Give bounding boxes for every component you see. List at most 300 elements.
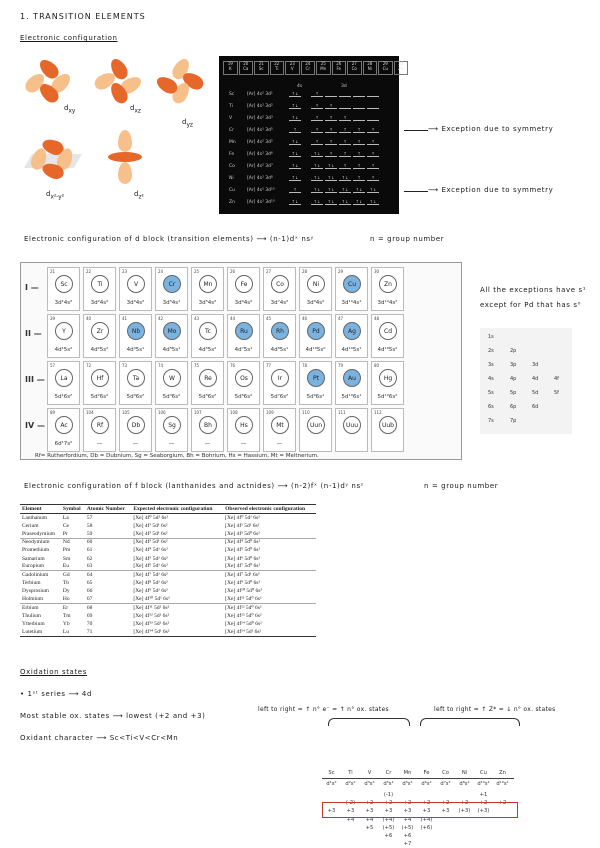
element-config: 5d⁷6s² bbox=[270, 394, 289, 400]
f-table-cell: [Xe] 4f⁷ 5d⁰ 6s² bbox=[225, 563, 261, 570]
element-symbol: Sg bbox=[163, 416, 181, 434]
element-config: — bbox=[240, 441, 247, 447]
config-text: [Ar] 4s² 3d⁵ bbox=[247, 140, 273, 145]
page-title: 1. TRANSITION ELEMENTS bbox=[20, 12, 146, 21]
d-block-periodic-table bbox=[20, 262, 462, 460]
element-config: 4d¹⁰5s⁰ bbox=[305, 347, 326, 353]
orbital-sub: xy bbox=[68, 108, 76, 115]
element-cell bbox=[299, 408, 332, 452]
atomic-number: 57 bbox=[50, 363, 56, 368]
orbital-level: 5d bbox=[532, 390, 539, 396]
f-table-cell: Thulium bbox=[22, 612, 41, 619]
ox-state-row bbox=[322, 841, 512, 847]
ox-cell: (+4) bbox=[382, 816, 395, 823]
ox-cell: +7 bbox=[403, 841, 412, 848]
f-table-cell: Ytterbium bbox=[22, 621, 45, 628]
ox-cell: (-2) bbox=[345, 800, 356, 807]
element-config: — bbox=[132, 441, 139, 447]
atomic-number: 76 bbox=[230, 363, 236, 368]
ox-cell bbox=[493, 825, 512, 831]
element-symbol: Mn bbox=[320, 65, 327, 71]
orbital-3d-box: ↑ bbox=[367, 176, 379, 181]
element-symbol: Zr bbox=[91, 322, 109, 340]
element-header-cell bbox=[301, 61, 316, 75]
ox-cell: +2 bbox=[422, 800, 431, 807]
orbital-3d-box: ↑ bbox=[353, 152, 365, 157]
atomic-number: 30 bbox=[374, 269, 380, 274]
element-cell bbox=[119, 267, 152, 311]
ox-cell: +2 bbox=[365, 800, 374, 807]
f-table-cell: Gadolinium bbox=[20, 571, 61, 579]
element-header-cell bbox=[285, 61, 300, 75]
atomic-number: 45 bbox=[266, 316, 272, 321]
spacer bbox=[303, 188, 311, 193]
ox-cell bbox=[436, 841, 455, 847]
ox-cell bbox=[398, 792, 417, 798]
ox-cell: +3 bbox=[422, 808, 431, 815]
element-config: 6d¹7s² bbox=[54, 441, 73, 447]
element-cell bbox=[335, 361, 368, 405]
ox-cell: +3 bbox=[346, 808, 355, 815]
period-label: I — bbox=[25, 283, 39, 292]
f-table-cell: [Xe] 4f¹ 5d¹ 6s² bbox=[133, 522, 168, 529]
f-table-cell: Pr bbox=[62, 530, 68, 537]
ox-cell: +3 bbox=[384, 808, 393, 815]
orbital-3d-box: ↑ bbox=[353, 128, 365, 133]
element-header-cell bbox=[332, 61, 347, 75]
element-symbol: Bh bbox=[199, 416, 217, 434]
ox-cell: (+5) bbox=[382, 824, 395, 831]
f-table-cell: 57 bbox=[86, 514, 93, 521]
f-table-cell: [Xe] 4f¹² 5d⁰ 6s² bbox=[223, 604, 316, 612]
element-config: — bbox=[96, 441, 103, 447]
orbital-3d-box bbox=[339, 92, 351, 97]
orbital-label: d bbox=[64, 104, 69, 112]
element-cell bbox=[47, 408, 80, 452]
element-config: — bbox=[168, 441, 175, 447]
f-table-cell: [Xe] 4f¹⁴ 5d¹ 6s² bbox=[223, 628, 316, 636]
element-number: 28 bbox=[367, 61, 373, 66]
orbital-level: 2p bbox=[510, 348, 517, 354]
exceptions-note-1: All the exceptions have s¹ bbox=[480, 286, 587, 294]
f-table-cell: 68 bbox=[85, 604, 131, 612]
ox-cell bbox=[341, 792, 360, 798]
oxidation-heading: Oxidation states bbox=[20, 668, 87, 676]
element-number: 29 bbox=[382, 61, 388, 66]
orbital-dyz bbox=[156, 56, 206, 129]
atomic-number: 47 bbox=[338, 316, 344, 321]
element-symbol: Zn bbox=[398, 65, 404, 71]
element-symbol: Uub bbox=[379, 416, 397, 434]
f-table-cell: Gd bbox=[61, 571, 85, 579]
ox-cell: +2 bbox=[460, 800, 469, 807]
ox-config-row bbox=[322, 781, 512, 787]
element-cell bbox=[335, 267, 368, 311]
ox-state-row bbox=[322, 833, 512, 839]
orbital-label: d bbox=[182, 118, 187, 126]
f-table-row bbox=[20, 628, 316, 636]
f-table-row bbox=[20, 587, 316, 595]
atomic-number: 27 bbox=[266, 269, 272, 274]
ox-cell: d⁵s¹ bbox=[383, 781, 394, 787]
element-config: 3d⁶4s² bbox=[234, 300, 253, 306]
orbital-dx2y2 bbox=[28, 134, 78, 201]
orbital-dxz bbox=[94, 56, 144, 115]
element-config: 4d⁸5s¹ bbox=[270, 347, 289, 353]
orbital-level: 5f bbox=[554, 390, 559, 396]
ox-cell bbox=[322, 841, 341, 847]
f-table-cell: 70 bbox=[86, 621, 93, 628]
element-cell bbox=[335, 408, 368, 452]
f-table-cell: [Xe] 4f⁹ 5d¹ 6s² bbox=[133, 588, 168, 595]
ox-cell: Cu bbox=[480, 770, 487, 776]
orbital-level: 7p bbox=[510, 418, 517, 424]
ox-cell bbox=[455, 841, 474, 847]
atomic-number: 107 bbox=[194, 410, 202, 415]
f-table-row bbox=[20, 530, 316, 538]
element-symbol: Uuu bbox=[343, 416, 361, 434]
element-number: 22 bbox=[274, 61, 280, 66]
element-cell bbox=[263, 314, 296, 358]
element-header-cell bbox=[394, 61, 409, 75]
element-header-cell bbox=[378, 61, 393, 75]
f-table-cell: [Xe] 4f¹⁰ 5d⁰ 6s² bbox=[225, 588, 263, 595]
element-symbol: Mo bbox=[163, 322, 181, 340]
atomic-number: 23 bbox=[122, 269, 128, 274]
element-symbol: Ca bbox=[243, 65, 249, 71]
f-table-cell: Yb bbox=[62, 621, 70, 628]
orbital-4s-box: ↑ bbox=[289, 128, 301, 133]
element-cell bbox=[227, 267, 260, 311]
ox-cell: d⁷s² bbox=[440, 781, 451, 787]
atomic-number: 29 bbox=[338, 269, 344, 274]
element-symbol: Ac bbox=[55, 416, 73, 434]
ox-header-line bbox=[322, 778, 514, 779]
element-symbol: Co bbox=[351, 65, 357, 71]
brace-right bbox=[420, 718, 520, 726]
element-cell bbox=[47, 314, 80, 358]
element-config: 4d⁷5s¹ bbox=[234, 347, 253, 353]
stable-states-box bbox=[322, 802, 518, 818]
config-text: [Ar] 4s¹ 3d¹⁰ bbox=[247, 188, 275, 193]
orbital-images bbox=[18, 48, 218, 201]
element-config: 3d¹⁰4s¹ bbox=[341, 300, 362, 306]
spacer bbox=[303, 164, 311, 169]
orbital-3d-box: ↑↓ bbox=[367, 200, 379, 205]
orbital-3d-box: ↑↓ bbox=[325, 188, 337, 193]
f-table-cell: Sm bbox=[62, 555, 71, 562]
atomic-number: 48 bbox=[374, 316, 380, 321]
f-table-cell: Ce bbox=[62, 522, 70, 529]
atomic-number: 24 bbox=[158, 269, 164, 274]
spacer bbox=[303, 152, 311, 157]
element-config: 5d⁹6s¹ bbox=[306, 394, 325, 400]
orbital-3d-box: ↑ bbox=[339, 152, 351, 157]
element-header-cell bbox=[239, 61, 254, 75]
orbital-label: d bbox=[134, 190, 139, 198]
f-table-cell: [Xe] 4f¹³ 5d¹ 6s² bbox=[133, 621, 170, 628]
orbital-3d-box: ↑ bbox=[311, 104, 323, 109]
element-config: 5d¹⁰6s² bbox=[377, 394, 398, 400]
orbital-3d-box: ↑ bbox=[367, 164, 379, 169]
element-symbol: Mt bbox=[271, 416, 289, 434]
atomic-number: 104 bbox=[86, 410, 94, 415]
f-table-cell: 62 bbox=[86, 555, 93, 562]
f-table-cell: Eu bbox=[62, 563, 70, 570]
ox-cell bbox=[455, 825, 474, 831]
orbital-3d-box: ↑ bbox=[367, 140, 379, 145]
element-cell bbox=[119, 408, 152, 452]
orbital-3d-box: ↑↓ bbox=[367, 188, 379, 193]
atomic-number: 41 bbox=[122, 316, 128, 321]
atomic-number: 112 bbox=[374, 410, 382, 415]
orbital-4s-box: ↑↓ bbox=[289, 152, 301, 157]
ox-cell bbox=[341, 841, 360, 847]
orbital-level: 4s bbox=[488, 376, 494, 382]
config-element: V bbox=[229, 116, 233, 121]
element-cell bbox=[299, 267, 332, 311]
orbital-3d-box bbox=[367, 116, 379, 121]
element-number: 24 bbox=[305, 61, 311, 66]
orbital-3d-box: ↑↓ bbox=[339, 188, 351, 193]
ox-cell: +5 bbox=[365, 824, 374, 831]
config-element: Cu bbox=[229, 188, 235, 193]
series-note: • 1ˢᵗ series ⟶ 4d bbox=[20, 690, 93, 698]
orbital-3d-box: ↑ bbox=[311, 92, 323, 97]
element-symbol: Cr bbox=[305, 65, 310, 71]
element-config: 3d⁵4s² bbox=[198, 300, 217, 306]
config-element: Ni bbox=[229, 176, 234, 181]
ox-cell: Cr bbox=[385, 770, 392, 776]
element-symbol: W bbox=[163, 369, 181, 387]
orbital-3d-box: ↑ bbox=[367, 152, 379, 157]
f-table-cell: Er bbox=[61, 604, 85, 612]
orbital-4s-box: ↑↓ bbox=[289, 200, 301, 205]
element-symbol: Fe bbox=[235, 275, 253, 293]
element-cell bbox=[371, 314, 404, 358]
f-table-row bbox=[20, 514, 316, 522]
config-row bbox=[229, 140, 381, 145]
ox-cell: d¹⁰s² bbox=[496, 781, 509, 787]
ox-cell: Mn bbox=[403, 770, 412, 776]
ox-cell: +2 bbox=[479, 800, 488, 807]
orbital-3d-box: ↑↓ bbox=[325, 164, 337, 169]
dark-config-table bbox=[219, 56, 404, 214]
element-config: 5d¹6s² bbox=[54, 394, 73, 400]
f-table-cell: Europium bbox=[22, 563, 44, 570]
orbital-3d-box bbox=[353, 104, 365, 109]
atomic-number: 28 bbox=[302, 269, 308, 274]
f-table-cell: [Xe] 4f¹² 5d¹ 6s² bbox=[133, 612, 170, 619]
element-symbol: Fe bbox=[336, 65, 342, 71]
f-table-cell: [Xe] 4f⁵ 5d¹ 6s² bbox=[133, 555, 168, 562]
orbital-level: 5p bbox=[510, 390, 517, 396]
orbital-level: 1s bbox=[488, 334, 494, 340]
element-symbol: Os bbox=[235, 369, 253, 387]
f-table-cell: Dy bbox=[62, 588, 70, 595]
element-config: 5d²6s² bbox=[90, 394, 109, 400]
orbital-dz2 bbox=[100, 128, 150, 201]
atomic-number: 42 bbox=[158, 316, 164, 321]
config-row bbox=[229, 188, 381, 193]
orbital-3d-box: ↑ bbox=[325, 140, 337, 145]
element-cell bbox=[83, 267, 116, 311]
ox-cell: +3 bbox=[327, 808, 336, 815]
f-block-n-group: n = group number bbox=[424, 482, 499, 490]
f-table-cell: [Xe] 4f³ 5d⁰ 6s² bbox=[225, 530, 260, 537]
ox-cell: d¹⁰s¹ bbox=[477, 781, 490, 787]
orbital-label: d bbox=[46, 190, 51, 198]
element-cell bbox=[83, 361, 116, 405]
f-table-row bbox=[20, 595, 316, 603]
element-symbol: Ag bbox=[343, 322, 361, 340]
element-cell bbox=[191, 408, 224, 452]
element-cell bbox=[227, 314, 260, 358]
orbital-3d-box: ↑ bbox=[339, 128, 351, 133]
orbital-3d-box: ↑↓ bbox=[353, 188, 365, 193]
f-table-cell: 66 bbox=[86, 588, 93, 595]
element-config: 3d¹4s² bbox=[54, 300, 73, 306]
ox-cell bbox=[455, 833, 474, 839]
element-cell bbox=[263, 361, 296, 405]
element-symbol: Co bbox=[271, 275, 289, 293]
element-symbol: Y bbox=[55, 322, 73, 340]
element-config: 4d²5s² bbox=[90, 347, 109, 353]
col-4s-label: 4s bbox=[297, 84, 303, 89]
orbital-3d-box: ↑ bbox=[325, 104, 337, 109]
config-element: Co bbox=[229, 164, 235, 169]
f-table-cell: Praseodymium bbox=[22, 530, 55, 537]
spacer bbox=[303, 176, 311, 181]
periodic-footnote: Rf= Rutherfordium, Db = Dubnium, Sg = Seaborgium, Bh = Bohrium, Hs = Hassium, Mt = Meitnerium. bbox=[35, 453, 319, 459]
ox-cell: d³s² bbox=[364, 781, 375, 787]
orbital-3d-box bbox=[325, 92, 337, 97]
element-cell bbox=[371, 267, 404, 311]
element-header-cell bbox=[223, 61, 238, 75]
f-table-cell: [Xe] 4f¹¹ 5d¹ 6s² bbox=[131, 604, 223, 612]
orbital-4s-box: ↑↓ bbox=[289, 116, 301, 121]
f-table-cell: [Xe] 4f² 5d¹ 6s² bbox=[133, 530, 168, 537]
f-table-cell: La bbox=[62, 514, 69, 521]
element-header-cell bbox=[347, 61, 362, 75]
element-config: 5d⁶6s² bbox=[234, 394, 253, 400]
ox-cell: (+4) bbox=[420, 816, 433, 823]
f-table-cell: [Xe] 4f¹ 5d¹ 6s² bbox=[225, 522, 260, 529]
period-label: II — bbox=[25, 329, 42, 338]
ox-cell: (+3) bbox=[477, 808, 490, 815]
element-cell bbox=[263, 267, 296, 311]
element-config: — bbox=[204, 441, 211, 447]
atomic-number: 44 bbox=[230, 316, 236, 321]
element-symbol: Ni bbox=[307, 275, 325, 293]
orbital-3d-box: ↑ bbox=[311, 116, 323, 121]
ox-cell bbox=[436, 792, 455, 798]
orbital-3d-box: ↑ bbox=[311, 140, 323, 145]
atomic-number: 110 bbox=[302, 410, 310, 415]
orbital-3d-box: ↑ bbox=[367, 128, 379, 133]
ox-cell bbox=[322, 825, 341, 831]
f-table-cell: [Xe] 4f⁴ 5d¹ 6s² bbox=[133, 547, 168, 554]
ox-cell: +2 bbox=[384, 800, 393, 807]
element-symbol: Zn bbox=[379, 275, 397, 293]
element-symbol: La bbox=[55, 369, 73, 387]
ox-cell bbox=[474, 841, 493, 847]
exceptions-note-2: except for Pd that has s⁰ bbox=[480, 301, 582, 309]
left-right-note-2: left to right = ↑ Z* = ↓ n° ox. states bbox=[434, 706, 556, 713]
f-table-cell: 67 bbox=[86, 596, 93, 603]
element-number: 26 bbox=[336, 61, 342, 66]
config-element: Sc bbox=[229, 92, 235, 97]
f-table-cell: Dysprosium bbox=[22, 588, 49, 595]
f-table-cell: Promethium bbox=[22, 547, 50, 554]
element-config: 4d⁵5s¹ bbox=[162, 347, 181, 353]
f-table-row bbox=[20, 604, 316, 612]
orbital-3d-box: ↑ bbox=[339, 140, 351, 145]
orbital-3d-box: ↑↓ bbox=[311, 152, 323, 157]
ox-cell: d⁶s² bbox=[421, 781, 432, 787]
ox-cell: Sc bbox=[328, 770, 335, 776]
d-block-n-group: n = group number bbox=[370, 235, 445, 243]
orbital-sub: x²-y² bbox=[50, 194, 65, 201]
config-element: Cr bbox=[229, 128, 234, 133]
element-cell bbox=[371, 361, 404, 405]
element-symbol: Cu bbox=[343, 275, 361, 293]
ox-cell bbox=[322, 833, 341, 839]
element-number: 27 bbox=[351, 61, 357, 66]
element-symbol: Hf bbox=[91, 369, 109, 387]
ox-cell: Zn bbox=[499, 770, 506, 776]
ox-cell: (+6) bbox=[420, 824, 433, 831]
f-table-cell: Neodymium bbox=[20, 538, 61, 546]
orbital-4s-box: ↑ bbox=[289, 188, 301, 193]
element-symbol: Tc bbox=[199, 322, 217, 340]
ox-state-row bbox=[322, 792, 512, 798]
atomic-number: 21 bbox=[50, 269, 56, 274]
element-config: 3d⁷4s² bbox=[270, 300, 289, 306]
f-table-row bbox=[20, 579, 316, 587]
ox-cell bbox=[436, 833, 455, 839]
config-text: [Ar] 4s² 3d⁷ bbox=[247, 164, 273, 169]
orbital-sub: z² bbox=[138, 194, 144, 201]
f-table-cell: 71 bbox=[85, 628, 131, 636]
element-cell bbox=[83, 314, 116, 358]
element-cell bbox=[191, 267, 224, 311]
f-table-header: Observed electronic configuration bbox=[223, 505, 316, 514]
ox-cell bbox=[417, 841, 436, 847]
element-symbol: K bbox=[228, 65, 232, 71]
aufbau-diagram bbox=[480, 328, 572, 434]
element-config: 5d⁵6s² bbox=[198, 394, 217, 400]
orbital-3d-box: ↑↓ bbox=[311, 176, 323, 181]
element-symbol: Hs bbox=[235, 416, 253, 434]
ox-cell bbox=[493, 792, 512, 798]
f-table-cell: Lanthanum bbox=[22, 514, 48, 521]
element-cell bbox=[191, 361, 224, 405]
f-table-cell: 65 bbox=[86, 580, 93, 587]
most-stable-note: Most stable ox. states ⟶ lowest (+2 and +3) bbox=[20, 712, 206, 720]
orbital-3d-box: ↑ bbox=[311, 128, 323, 133]
f-table-cell: [Xe] 4f¹⁴ 5d⁰ 6s² bbox=[225, 621, 262, 628]
orbital-3d-box: ↑↓ bbox=[325, 200, 337, 205]
f-table-cell: Cerium bbox=[22, 522, 39, 529]
orbital-level: 3d bbox=[532, 362, 539, 368]
element-cell bbox=[335, 314, 368, 358]
element-cell bbox=[191, 314, 224, 358]
element-symbol: V bbox=[127, 275, 145, 293]
element-cell bbox=[119, 314, 152, 358]
orbital-dxy bbox=[24, 56, 76, 115]
config-element: Fe bbox=[229, 152, 235, 157]
